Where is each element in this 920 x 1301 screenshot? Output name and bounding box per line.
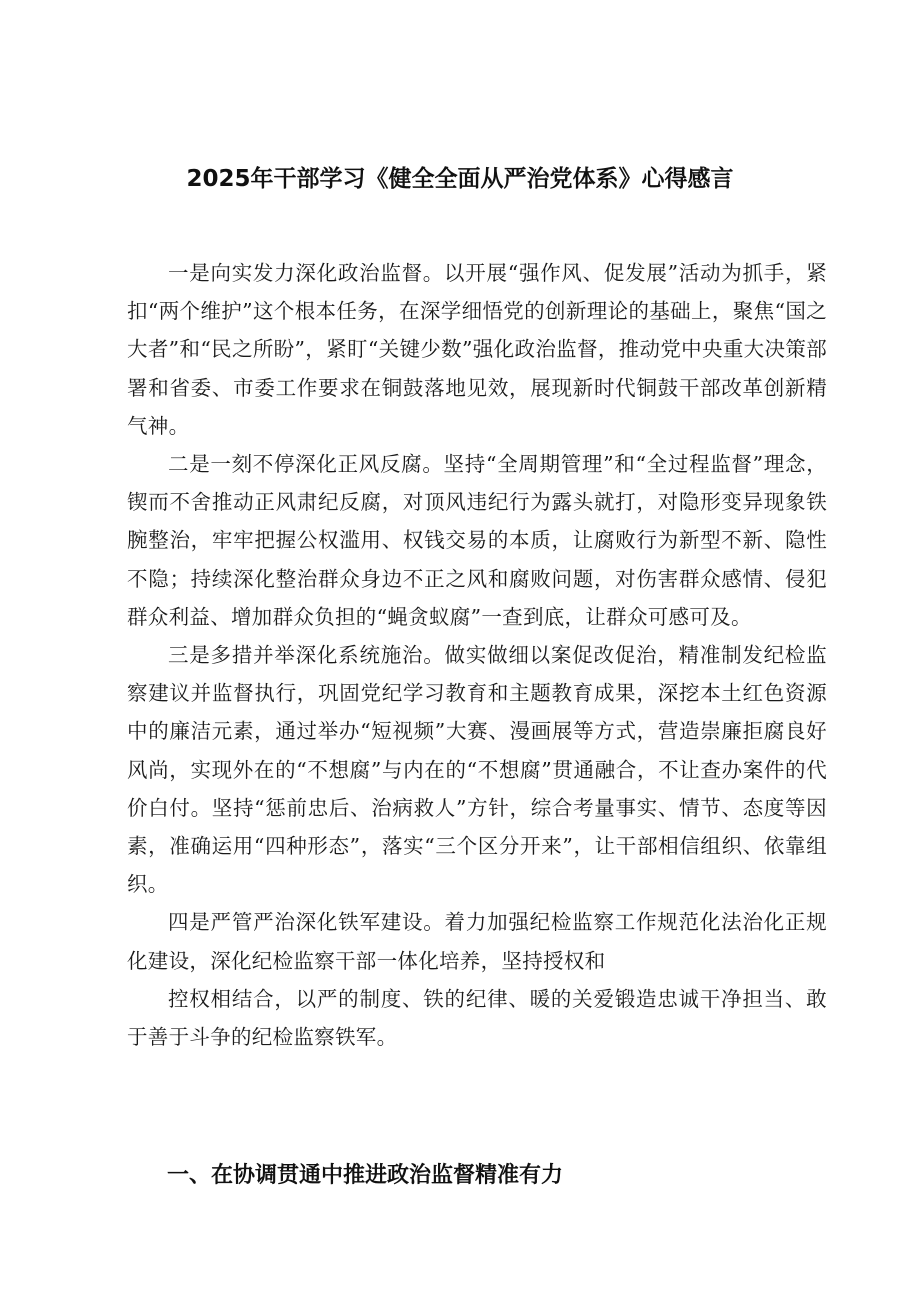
section-heading: 一、在协调贯通中推进政治监督精准有力: [167, 1163, 564, 1188]
paragraph-anti-corruption: 二是一刻不停深化正风反腐。坚持“全周期管理”和“全过程监督”理念，锲而不舍推动正风肃纪反腐，对顶风违纪行为露头就打，对隐形变异现象铁腕整治，牢牢把握公权滥用、权钱交易的本质，让腐败行为新型不新、隐性不隐；持续深化整治群众身边不正之风和腐败问题，对伤害群众感情、侵犯群众利益、增加群众负担的“蝇贪蚁腐”一查到底，让群众可感可及。: [127, 452, 827, 629]
document-title: 2025年干部学习《健全全面从严治党体系》心得感言: [186, 166, 734, 192]
paragraph-iron-army-continued: 控权相结合，以严的制度、铁的纪律、暖的关爱锻造忠诚干净担当、敢于善于斗争的纪检监察铁军。: [127, 986, 827, 1050]
paragraph-systemic-governance: 三是多措并举深化系统施治。做实做细以案促改促治，精准制发纪检监察建议并监督执行，巩固党纪学习教育和主题教育成果，深挖本土红色资源中的廉洁元素，通过举办“短视频”大赛、漫画展等方式，营造崇廉拒腐良好风尚，实现外在的“不想腐”与内在的“不想腐”贯通融合，不让查办案件的代价白付。坚持“惩前忠后、治病救人”方针，综合考量事实、情节、态度等因素，准确运用“四种形态”，落实“三个区分开来”，让干部相信组织、依靠组织。: [127, 643, 827, 897]
paragraph-iron-army: 四是严管严治深化铁军建设。着力加强纪检监察工作规范化法治化正规化建设，深化纪检监察干部一体化培养，坚持授权和: [127, 910, 827, 973]
document-body: [127, 254, 827, 1056]
paragraph-political-supervision: 一是向实发力深化政治监督。以开展“强作风、促发展”活动为抓手，紧扣“两个维护”这个根本任务，在深学细悟党的创新理论的基础上，聚焦“国之大者”和“民之所盼”，紧盯“关键少数”强化政治监督，推动党中央重大决策部署和省委、市委工作要求在铜鼓落地见效，展现新时代铜鼓干部改革创新精气神。: [127, 261, 827, 438]
